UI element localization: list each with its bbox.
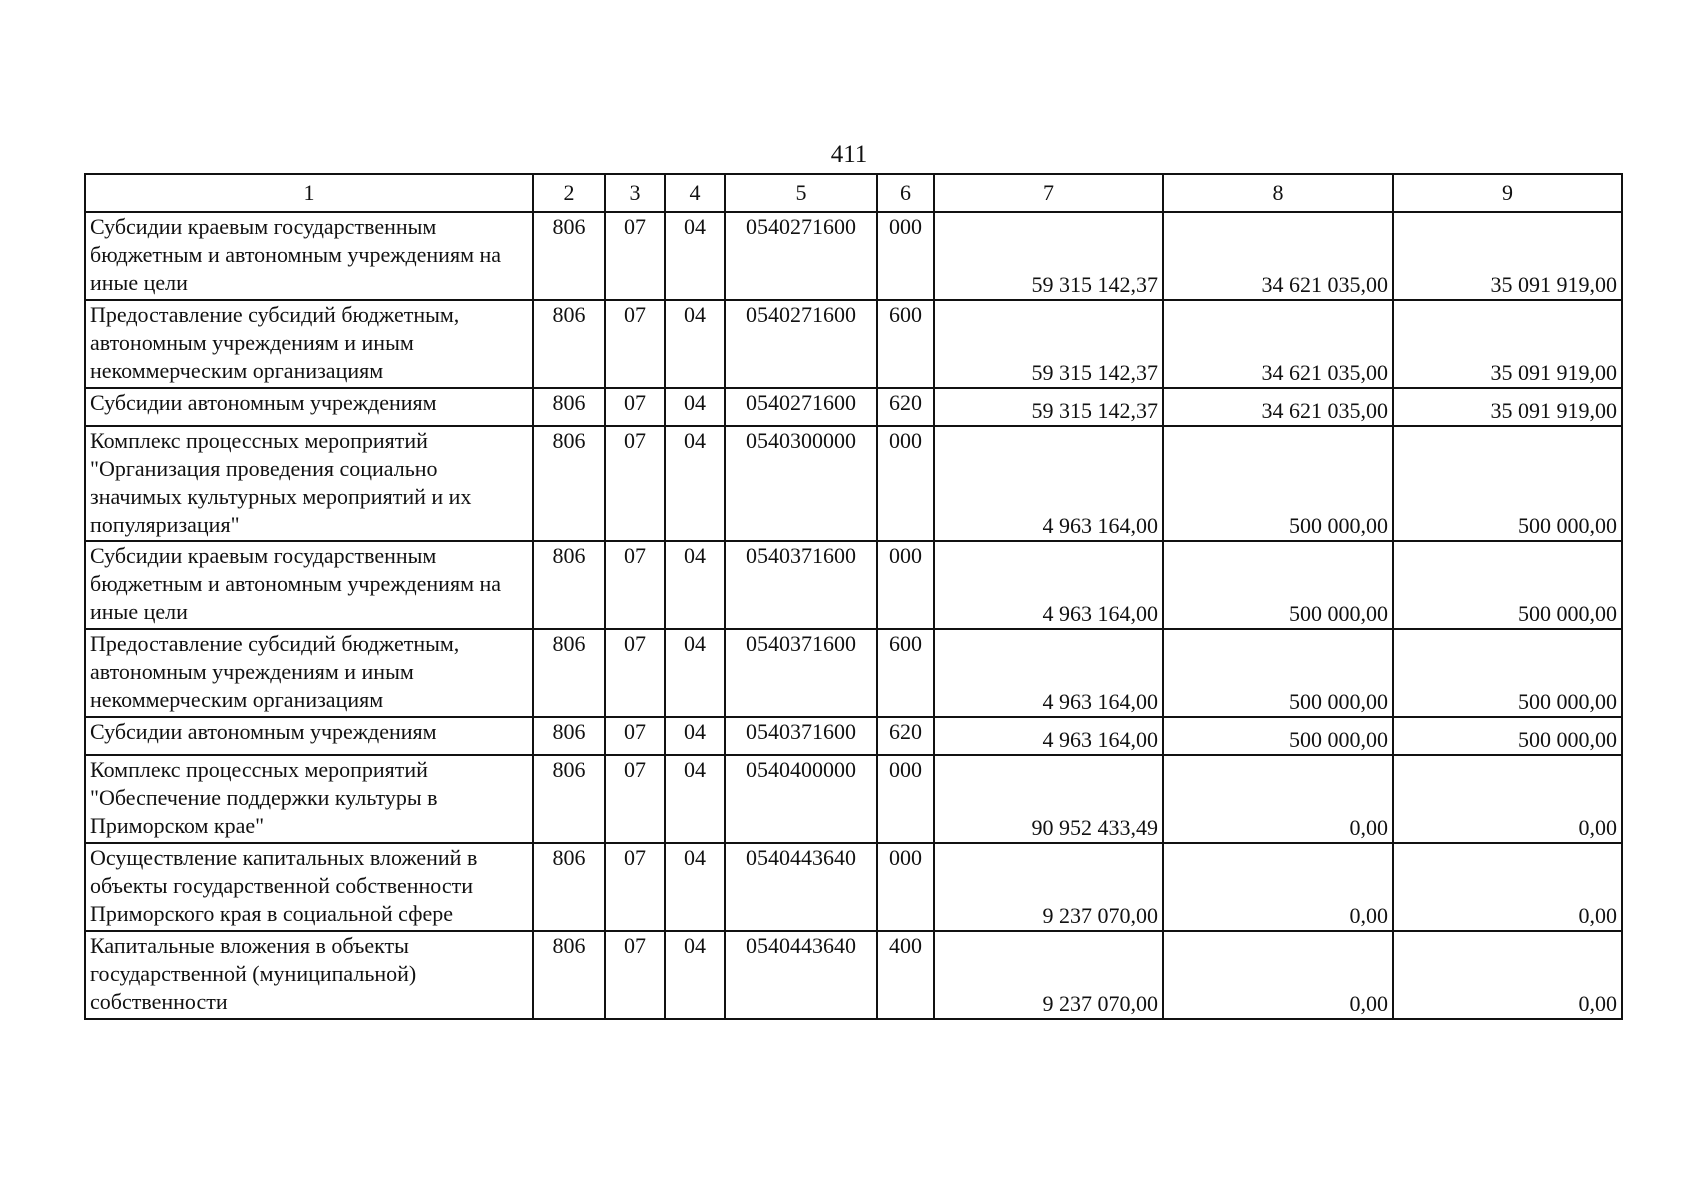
row-amount-8: 500 000,00: [1163, 541, 1393, 629]
row-code-3: 07: [605, 388, 665, 426]
table-row: [85, 629, 1622, 717]
row-code-4: 04: [665, 629, 725, 717]
row-code-5: 0540443640: [725, 843, 877, 931]
table-row: [85, 300, 1622, 388]
row-amount-8: 500 000,00: [1163, 717, 1393, 755]
table-row: [85, 426, 1622, 541]
table-row: [85, 212, 1622, 300]
table-row: [85, 388, 1622, 426]
row-amount-7: 90 952 433,49: [934, 755, 1163, 843]
row-amount-8: 34 621 035,00: [1163, 388, 1393, 426]
row-code-6: 400: [877, 931, 934, 1019]
row-code-6: 000: [877, 426, 934, 541]
row-name: Комплекс процессных мероприятий "Обеспечение поддержки культуры в Приморском крае": [85, 755, 533, 843]
row-amount-8: 500 000,00: [1163, 426, 1393, 541]
table-row: [85, 755, 1622, 843]
row-name: Предоставление субсидий бюджетным, автономным учреждениям и иным некоммерческим организациям: [85, 300, 533, 388]
row-amount-8: 34 621 035,00: [1163, 300, 1393, 388]
row-amount-8: 500 000,00: [1163, 629, 1393, 717]
page-number: 411: [830, 141, 868, 168]
header-cell: 7: [934, 174, 1163, 212]
row-amount-9: 0,00: [1393, 843, 1622, 931]
row-name: Предоставление субсидий бюджетным, автономным учреждениям и иным некоммерческим организациям: [85, 629, 533, 717]
row-code-2: 806: [533, 755, 605, 843]
row-amount-9: 35 091 919,00: [1393, 300, 1622, 388]
row-amount-7: 4 963 164,00: [934, 717, 1163, 755]
row-code-6: 000: [877, 843, 934, 931]
table-header-row: [85, 174, 1622, 212]
row-amount-9: 0,00: [1393, 931, 1622, 1019]
row-code-4: 04: [665, 843, 725, 931]
row-amount-9: 35 091 919,00: [1393, 388, 1622, 426]
row-code-3: 07: [605, 755, 665, 843]
table-row: [85, 843, 1622, 931]
row-code-2: 806: [533, 931, 605, 1019]
row-code-4: 04: [665, 388, 725, 426]
header-cell: 1: [85, 174, 533, 212]
row-code-4: 04: [665, 300, 725, 388]
row-amount-7: 9 237 070,00: [934, 931, 1163, 1019]
row-code-6: 600: [877, 629, 934, 717]
row-amount-9: 500 000,00: [1393, 717, 1622, 755]
row-code-6: 600: [877, 300, 934, 388]
row-code-3: 07: [605, 931, 665, 1019]
row-code-2: 806: [533, 629, 605, 717]
row-amount-9: 500 000,00: [1393, 541, 1622, 629]
row-amount-9: 500 000,00: [1393, 629, 1622, 717]
row-code-6: 000: [877, 212, 934, 300]
header-cell: 2: [533, 174, 605, 212]
row-name: Субсидии автономным учреждениям: [85, 717, 533, 755]
header-cell: 3: [605, 174, 665, 212]
header-cell: 9: [1393, 174, 1622, 212]
row-code-5: 0540443640: [725, 931, 877, 1019]
row-amount-8: 34 621 035,00: [1163, 212, 1393, 300]
row-amount-9: 500 000,00: [1393, 426, 1622, 541]
row-name: Субсидии автономным учреждениям: [85, 388, 533, 426]
row-code-5: 0540371600: [725, 541, 877, 629]
row-code-2: 806: [533, 843, 605, 931]
table-row: [85, 931, 1622, 1019]
row-code-5: 0540271600: [725, 388, 877, 426]
row-amount-7: 4 963 164,00: [934, 426, 1163, 541]
row-amount-8: 0,00: [1163, 843, 1393, 931]
row-code-3: 07: [605, 717, 665, 755]
row-code-4: 04: [665, 931, 725, 1019]
row-code-5: 0540300000: [725, 426, 877, 541]
row-code-2: 806: [533, 300, 605, 388]
header-cell: 8: [1163, 174, 1393, 212]
row-code-3: 07: [605, 843, 665, 931]
row-code-4: 04: [665, 717, 725, 755]
row-code-6: 620: [877, 717, 934, 755]
row-amount-9: 0,00: [1393, 755, 1622, 843]
row-amount-7: 4 963 164,00: [934, 629, 1163, 717]
row-code-6: 620: [877, 388, 934, 426]
row-amount-7: 59 315 142,37: [934, 300, 1163, 388]
row-code-5: 0540271600: [725, 212, 877, 300]
row-amount-7: 59 315 142,37: [934, 212, 1163, 300]
table-row: [85, 541, 1622, 629]
row-code-5: 0540371600: [725, 717, 877, 755]
row-name: Капитальные вложения в объекты государственной (муниципальной) собственности: [85, 931, 533, 1019]
row-code-3: 07: [605, 212, 665, 300]
row-code-3: 07: [605, 629, 665, 717]
row-code-2: 806: [533, 717, 605, 755]
row-amount-9: 35 091 919,00: [1393, 212, 1622, 300]
row-amount-8: 0,00: [1163, 931, 1393, 1019]
row-amount-7: 9 237 070,00: [934, 843, 1163, 931]
row-amount-7: 4 963 164,00: [934, 541, 1163, 629]
row-code-3: 07: [605, 541, 665, 629]
row-code-2: 806: [533, 541, 605, 629]
row-code-4: 04: [665, 212, 725, 300]
budget-table: [84, 173, 1623, 1020]
row-code-5: 0540400000: [725, 755, 877, 843]
row-code-6: 000: [877, 541, 934, 629]
row-code-4: 04: [665, 755, 725, 843]
row-code-2: 806: [533, 212, 605, 300]
row-code-5: 0540371600: [725, 629, 877, 717]
row-code-2: 806: [533, 426, 605, 541]
row-amount-7: 59 315 142,37: [934, 388, 1163, 426]
row-name: Комплекс процессных мероприятий "Организация проведения социально значимых культурных мероприятий и их популяризация": [85, 426, 533, 541]
row-code-5: 0540271600: [725, 300, 877, 388]
row-code-2: 806: [533, 388, 605, 426]
row-name: Субсидии краевым государственным бюджетным и автономным учреждениям на иные цели: [85, 541, 533, 629]
header-cell: 6: [877, 174, 934, 212]
row-code-6: 000: [877, 755, 934, 843]
row-code-3: 07: [605, 300, 665, 388]
row-name: Осуществление капитальных вложений в объекты государственной собственности Приморского края в социальной сфере: [85, 843, 533, 931]
table-row: [85, 717, 1622, 755]
row-code-4: 04: [665, 426, 725, 541]
header-cell: 4: [665, 174, 725, 212]
row-code-4: 04: [665, 541, 725, 629]
row-code-3: 07: [605, 426, 665, 541]
header-cell: 5: [725, 174, 877, 212]
row-name: Субсидии краевым государственным бюджетным и автономным учреждениям на иные цели: [85, 212, 533, 300]
row-amount-8: 0,00: [1163, 755, 1393, 843]
